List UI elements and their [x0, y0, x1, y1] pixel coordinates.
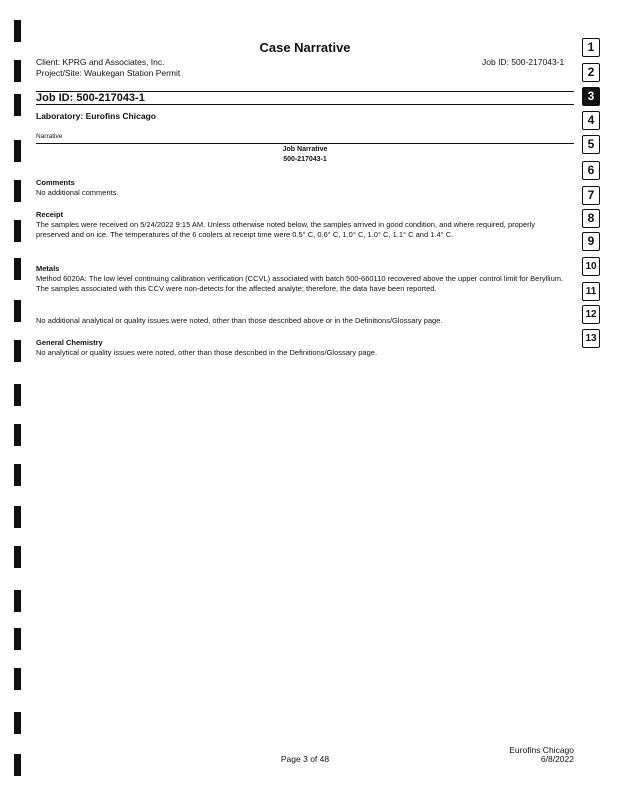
tab-5[interactable]: 5: [582, 135, 600, 154]
tab-4[interactable]: 4: [582, 111, 600, 130]
tab-1[interactable]: 1: [582, 38, 600, 57]
tab-7[interactable]: 7: [582, 186, 600, 205]
client-line: Client: KPRG and Associates, Inc.: [36, 57, 165, 67]
footer-lab: Eurofins Chicago: [509, 745, 574, 755]
receipt-heading: Receipt: [36, 210, 64, 219]
laboratory-line: Laboratory: Eurofins Chicago: [36, 111, 156, 121]
footer-date: 6/8/2022: [540, 754, 574, 764]
narrative-job: 500-217043-1: [283, 156, 327, 163]
page-title: Case Narrative: [259, 40, 351, 55]
job-heading: Job ID: 500-217043-1: [36, 92, 145, 104]
tab-8[interactable]: 8: [582, 209, 600, 228]
narrative-label: Narrative: [36, 133, 63, 140]
tab-9[interactable]: 9: [582, 232, 600, 251]
page-number: Page 3 of 48: [280, 754, 330, 764]
project-line: Project/Site: Waukegan Station Permit: [36, 68, 181, 78]
tab-6[interactable]: 6: [582, 161, 600, 180]
comments-text: No additional comments.: [36, 188, 119, 197]
tab-12[interactable]: 12: [582, 305, 600, 324]
tab-2[interactable]: 2: [582, 63, 600, 82]
tab-10[interactable]: 10: [582, 257, 600, 276]
general-chemistry-heading: General Chemistry: [36, 338, 103, 347]
metals-heading: Metals: [36, 264, 60, 273]
job-id-right: Job ID: 500-217043-1: [482, 57, 565, 67]
tab-13[interactable]: 13: [582, 329, 600, 348]
general-chemistry-text: No analytical or quality issues were noted, other than those described in the Definitions/Glossary page.: [36, 348, 378, 357]
narrative-title: Job Narrative: [282, 146, 328, 153]
comments-heading: Comments: [36, 178, 75, 187]
tab-11[interactable]: 11: [582, 282, 600, 301]
metals-text: Method 6020A: The low level continuing calibration verification (CCVL) associated with batch 500-660110 recovered above the upper control limit for Beryllium. The samples associated with this CCV were non-detects for the affected analyte; therefore, the data have been reported.: [36, 274, 564, 293]
tab-3[interactable]: 3: [582, 87, 600, 106]
receipt-text: The samples were received on 5/24/2022 9:15 AM. Unless otherwise noted below, the samples arrived in good condition, and where required, properly preserved and on ice. The temperatures of the 6 coolers at receipt time were 0.5° C, 0.6° C, 1.0° C, 1.0° C, 1.1° C and 1.4° C.: [36, 220, 536, 239]
metals-note: No additional analytical or quality issues were noted, other than those described above or in the Definitions/Glossary page.: [36, 316, 443, 325]
